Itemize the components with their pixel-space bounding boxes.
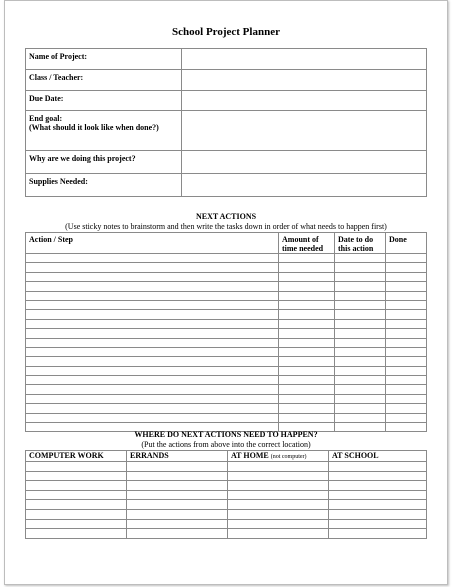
done-cell[interactable] [386, 263, 427, 272]
col-at-home-label: AT HOME [231, 451, 269, 460]
date-cell[interactable] [335, 376, 386, 385]
table-row [26, 329, 427, 338]
errands-cell[interactable] [127, 519, 228, 529]
info-row-why [26, 151, 427, 174]
col-computer-work: COMPUTER WORK [26, 451, 127, 462]
at-home-cell[interactable] [228, 481, 329, 491]
info-label: Why are we doing this project? [26, 151, 182, 174]
computer-work-cell[interactable] [26, 471, 127, 481]
table-row [26, 481, 427, 491]
next-actions-header [26, 233, 427, 254]
computer-work-cell[interactable] [26, 509, 127, 519]
end-goal-field[interactable] [182, 111, 427, 151]
col-action-step: Action / Step [26, 233, 279, 254]
time-needed-cell[interactable] [279, 357, 335, 366]
date-cell[interactable] [335, 263, 386, 272]
table-row [26, 272, 427, 281]
at-school-cell[interactable] [329, 519, 427, 529]
col-at-school: AT SCHOOL [329, 451, 427, 462]
action-step-cell[interactable] [26, 272, 279, 281]
time-needed-cell[interactable] [279, 394, 335, 403]
page-title: School Project Planner [172, 26, 280, 38]
time-needed-cell[interactable] [279, 291, 335, 300]
action-step-cell[interactable] [26, 404, 279, 413]
table-row [26, 509, 427, 519]
date-cell[interactable] [335, 300, 386, 309]
table-row [26, 376, 427, 385]
computer-work-cell[interactable] [26, 500, 127, 510]
at-school-cell[interactable] [329, 471, 427, 481]
at-home-cell[interactable] [228, 490, 329, 500]
date-cell[interactable] [335, 385, 386, 394]
done-cell[interactable] [386, 329, 427, 338]
done-cell[interactable] [386, 291, 427, 300]
at-school-cell[interactable] [329, 500, 427, 510]
time-needed-cell[interactable] [279, 263, 335, 272]
next-actions-table [25, 232, 427, 432]
table-row [26, 263, 427, 272]
next-actions-subtitle: (Use sticky notes to brainstorm and then write the tasks down in order of what needs to happen first) [65, 222, 387, 231]
time-needed-cell[interactable] [279, 310, 335, 319]
col-time-line2: time needed [282, 244, 324, 253]
end-goal-hint: (What should it look like when done?) [29, 123, 159, 132]
where-header [26, 451, 427, 462]
time-needed-cell[interactable] [279, 254, 335, 263]
at-school-cell[interactable] [329, 509, 427, 519]
table-row [26, 413, 427, 422]
date-cell[interactable] [335, 310, 386, 319]
action-step-cell[interactable] [26, 263, 279, 272]
info-row-due [26, 91, 427, 111]
class-teacher-field[interactable] [182, 70, 427, 91]
done-cell[interactable] [386, 376, 427, 385]
date-cell[interactable] [335, 413, 386, 422]
info-row-supplies [26, 174, 427, 197]
done-cell[interactable] [386, 338, 427, 347]
time-needed-cell[interactable] [279, 272, 335, 281]
action-step-cell[interactable] [26, 319, 279, 328]
table-row [26, 529, 427, 539]
table-row [26, 291, 427, 300]
errands-cell[interactable] [127, 509, 228, 519]
done-cell[interactable] [386, 300, 427, 309]
time-needed-cell[interactable] [279, 404, 335, 413]
time-needed-cell[interactable] [279, 319, 335, 328]
col-date-line2: this action [338, 244, 374, 253]
computer-work-cell[interactable] [26, 490, 127, 500]
date-cell[interactable] [335, 394, 386, 403]
info-label [26, 111, 182, 151]
project-name-field[interactable] [182, 49, 427, 70]
col-at-home [228, 451, 329, 462]
table-row [26, 471, 427, 481]
table-row [26, 300, 427, 309]
errands-cell[interactable] [127, 462, 228, 472]
col-time-needed [279, 233, 335, 254]
why-field[interactable] [182, 151, 427, 174]
errands-cell[interactable] [127, 500, 228, 510]
at-home-cell[interactable] [228, 529, 329, 539]
col-errands: ERRANDS [127, 451, 228, 462]
info-label: Class / Teacher: [26, 70, 182, 91]
info-row-name [26, 49, 427, 70]
action-step-cell[interactable] [26, 357, 279, 366]
date-cell[interactable] [335, 338, 386, 347]
date-cell[interactable] [335, 366, 386, 375]
where-body [26, 462, 427, 539]
time-needed-cell[interactable] [279, 376, 335, 385]
done-cell[interactable] [386, 366, 427, 375]
done-cell[interactable] [386, 413, 427, 422]
at-home-cell[interactable] [228, 462, 329, 472]
info-row-class [26, 70, 427, 91]
done-cell[interactable] [386, 272, 427, 281]
table-row [26, 366, 427, 375]
col-date-line1: Date to do [338, 235, 374, 244]
next-actions-body [26, 254, 427, 432]
time-needed-cell[interactable] [279, 338, 335, 347]
col-at-home-note: (not computer) [270, 454, 307, 460]
done-cell[interactable] [386, 404, 427, 413]
table-row [26, 282, 427, 291]
time-needed-cell[interactable] [279, 385, 335, 394]
at-school-cell[interactable] [329, 490, 427, 500]
table-row [26, 254, 427, 263]
time-needed-cell[interactable] [279, 300, 335, 309]
action-step-cell[interactable] [26, 291, 279, 300]
col-done: Done [386, 233, 427, 254]
where-table [25, 450, 427, 539]
done-cell[interactable] [386, 319, 427, 328]
computer-work-cell[interactable] [26, 481, 127, 491]
table-row [26, 319, 427, 328]
action-step-cell[interactable] [26, 413, 279, 422]
table-row [26, 462, 427, 472]
date-cell[interactable] [335, 329, 386, 338]
col-date [335, 233, 386, 254]
table-row [26, 310, 427, 319]
at-school-cell[interactable] [329, 481, 427, 491]
info-row-goal [26, 111, 427, 151]
action-step-cell[interactable] [26, 366, 279, 375]
time-needed-cell[interactable] [279, 282, 335, 291]
at-home-cell[interactable] [228, 509, 329, 519]
date-cell[interactable] [335, 254, 386, 263]
date-cell[interactable] [335, 404, 386, 413]
at-home-cell[interactable] [228, 471, 329, 481]
info-label: Due Date: [26, 91, 182, 111]
where-title: WHERE DO NEXT ACTIONS NEED TO HAPPEN? [134, 430, 318, 439]
date-cell[interactable] [335, 319, 386, 328]
table-row [26, 394, 427, 403]
date-cell[interactable] [335, 282, 386, 291]
computer-work-cell[interactable] [26, 529, 127, 539]
done-cell[interactable] [386, 385, 427, 394]
done-cell[interactable] [386, 254, 427, 263]
action-step-cell[interactable] [26, 376, 279, 385]
table-row [26, 519, 427, 529]
action-step-cell[interactable] [26, 385, 279, 394]
errands-cell[interactable] [127, 471, 228, 481]
where-subtitle: (Put the actions from above into the correct location) [141, 440, 311, 449]
col-time-line1: Amount of [282, 235, 319, 244]
at-home-cell[interactable] [228, 519, 329, 529]
action-step-cell[interactable] [26, 347, 279, 356]
action-step-cell[interactable] [26, 300, 279, 309]
table-row [26, 338, 427, 347]
end-goal-label: End goal: [29, 114, 63, 123]
table-row [26, 500, 427, 510]
table-row [26, 490, 427, 500]
table-row [26, 404, 427, 413]
errands-cell[interactable] [127, 490, 228, 500]
date-cell[interactable] [335, 347, 386, 356]
supplies-field[interactable] [182, 174, 427, 197]
done-cell[interactable] [386, 310, 427, 319]
time-needed-cell[interactable] [279, 366, 335, 375]
action-step-cell[interactable] [26, 310, 279, 319]
table-row [26, 357, 427, 366]
computer-work-cell[interactable] [26, 462, 127, 472]
errands-cell[interactable] [127, 481, 228, 491]
project-info-table [25, 48, 427, 197]
time-needed-cell[interactable] [279, 329, 335, 338]
info-label: Name of Project: [26, 49, 182, 70]
time-needed-cell[interactable] [279, 347, 335, 356]
at-school-cell[interactable] [329, 529, 427, 539]
computer-work-cell[interactable] [26, 519, 127, 529]
action-step-cell[interactable] [26, 329, 279, 338]
action-step-cell[interactable] [26, 282, 279, 291]
info-label: Supplies Needed: [26, 174, 182, 197]
action-step-cell[interactable] [26, 394, 279, 403]
done-cell[interactable] [386, 394, 427, 403]
action-step-cell[interactable] [26, 338, 279, 347]
table-row [26, 347, 427, 356]
action-step-cell[interactable] [26, 254, 279, 263]
time-needed-cell[interactable] [279, 413, 335, 422]
date-cell[interactable] [335, 357, 386, 366]
done-cell[interactable] [386, 282, 427, 291]
at-home-cell[interactable] [228, 500, 329, 510]
at-school-cell[interactable] [329, 462, 427, 472]
done-cell[interactable] [386, 357, 427, 366]
errands-cell[interactable] [127, 529, 228, 539]
done-cell[interactable] [386, 347, 427, 356]
table-row [26, 385, 427, 394]
date-cell[interactable] [335, 291, 386, 300]
date-cell[interactable] [335, 272, 386, 281]
next-actions-title: NEXT ACTIONS [195, 212, 257, 221]
due-date-field[interactable] [182, 91, 427, 111]
